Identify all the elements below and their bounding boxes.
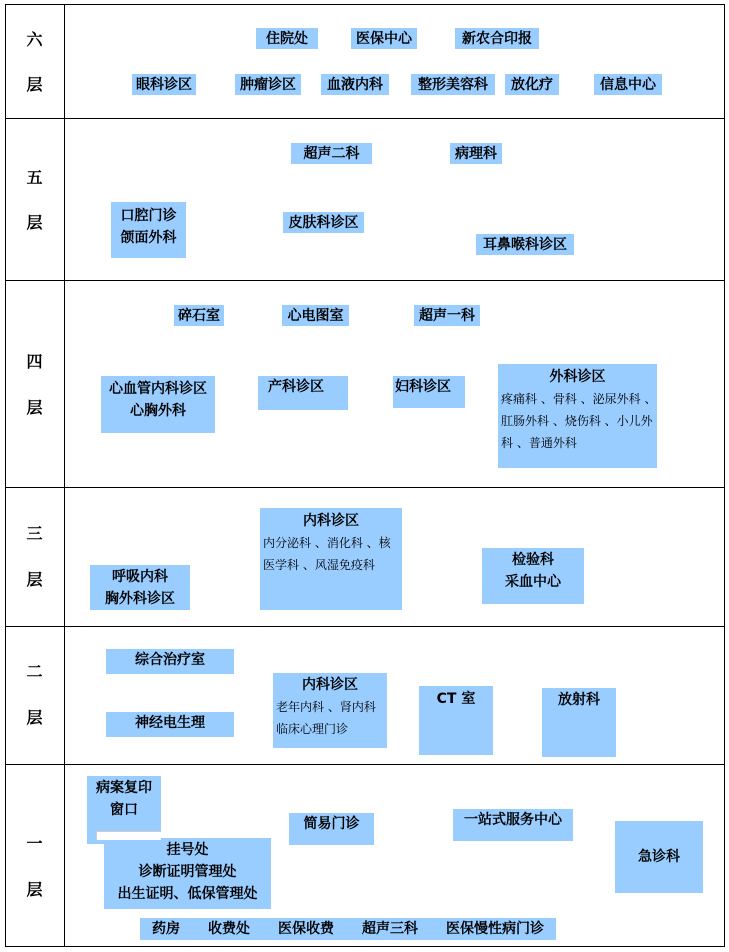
floor-5-char-2: 层 <box>26 213 43 232</box>
floor-5-char-1: 五 <box>26 168 43 187</box>
room-lithotripsy: 碎石室 <box>174 305 224 326</box>
room-comprehensive-treatment: 综合治疗室 <box>106 649 234 674</box>
room-gynecology: 妇科诊区 <box>393 376 465 408</box>
row-divider-4-3 <box>5 487 725 488</box>
room-pathology: 病理科 <box>450 143 502 164</box>
room-simple-clinic: 简易门诊 <box>289 813 374 845</box>
floor-2-char-1: 二 <box>26 662 43 681</box>
internal-2f-line-1: 老年内科 、肾内科 <box>276 700 376 714</box>
room-medical-insurance-center: 医保中心 <box>351 28 417 49</box>
row-divider-3-2 <box>5 626 725 627</box>
room-respiratory-thoracic <box>90 565 190 610</box>
room-ecg: 心电图室 <box>282 305 349 326</box>
room-plastic-surgery: 整形美容科 <box>411 74 495 95</box>
room-ophthalmology: 眼科诊区 <box>132 74 196 95</box>
room-hematology: 血液内科 <box>321 74 389 95</box>
room-ground-services-strip: 药房 收费处 医保收费 超声三科 医保慢性病门诊 <box>140 918 556 940</box>
row-divider-2-1 <box>5 764 725 765</box>
room-record-copy: 病案复印 <box>96 780 152 796</box>
surgery-zone-title: 外科诊区 <box>549 369 606 385</box>
room-thoracic-surgery: 胸外科诊区 <box>105 591 175 607</box>
room-lab: 检验科 <box>512 552 554 568</box>
surgery-zone-line-2: 肛肠外科 、烧伤科 、小儿外 <box>501 414 653 428</box>
internal-3f-title: 内科诊区 <box>303 513 359 529</box>
floor-3-char-2: 层 <box>26 570 43 589</box>
row-divider-5-4 <box>5 280 725 281</box>
internal-2f-line-2: 临床心理门诊 <box>276 722 349 736</box>
room-cardio-thoracic <box>101 376 215 433</box>
room-cardiology: 心血管内科诊区 <box>109 381 207 397</box>
room-laboratory <box>482 548 584 604</box>
room-window: 窗口 <box>110 802 138 818</box>
room-maxillofacial-surgery: 颌面外科 <box>120 230 177 246</box>
room-obstetrics: 产科诊区 <box>258 376 348 410</box>
surgery-zone-line-1: 疼痛科 、骨科 、泌尿外科 、 <box>501 392 657 406</box>
room-information-center: 信息中心 <box>594 74 662 95</box>
floor-1-char-1: 一 <box>26 834 43 853</box>
room-blood-collection: 采血中心 <box>505 574 561 590</box>
internal-2f-title: 内科诊区 <box>302 677 358 693</box>
internal-3f-line-2: 医学科 、风湿免疫科 <box>263 558 375 572</box>
floor-1-char-2: 层 <box>26 880 43 899</box>
room-neuro-electrophysiology: 神经电生理 <box>106 712 234 737</box>
room-radiochemotherapy: 放化疗 <box>505 74 559 95</box>
floor-6-char-1: 六 <box>26 30 43 49</box>
room-internal-medicine-3f <box>260 508 402 610</box>
room-registration: 挂号处 <box>166 842 209 858</box>
room-oncology: 肿瘤诊区 <box>235 74 301 95</box>
room-internal-medicine-2f <box>273 673 387 748</box>
room-rural-coop-reimbursement: 新农合印报 <box>455 28 539 49</box>
surgery-zone-line-3: 科 、普通外科 <box>501 436 577 450</box>
room-birth-lowincome: 出生证明、低保管理处 <box>117 886 258 902</box>
floor-4-char-1: 四 <box>26 352 43 371</box>
room-dental-maxillofacial <box>111 202 186 258</box>
room-dermatology: 皮肤科诊区 <box>283 212 364 233</box>
room-surgery-zone <box>498 364 657 468</box>
room-emergency: 急诊科 <box>615 821 703 893</box>
room-one-stop-service: 一站式服务中心 <box>453 809 573 841</box>
column-divider <box>64 4 65 947</box>
room-diagnosis-certificate: 诊断证明管理处 <box>138 864 237 880</box>
room-ct: CT 室 <box>419 686 493 755</box>
connector-notch <box>96 831 161 840</box>
room-ultrasound-1: 超声一科 <box>414 305 480 326</box>
room-inpatient-office: 住院处 <box>256 28 318 49</box>
floor-6-char-2: 层 <box>26 75 43 94</box>
floor-4-char-2: 层 <box>26 398 43 417</box>
room-respiratory: 呼吸内科 <box>112 569 168 585</box>
floor-3-char-1: 三 <box>26 524 43 543</box>
floor-2-char-2: 层 <box>26 708 43 727</box>
room-ultrasound-2: 超声二科 <box>291 143 372 164</box>
room-cardiothoracic-surgery: 心胸外科 <box>130 403 186 419</box>
room-dental-clinic: 口腔门诊 <box>120 208 177 224</box>
room-registration-certificates <box>104 838 271 909</box>
row-divider-6-5 <box>5 118 725 119</box>
internal-3f-line-1: 内分泌科 、消化科 、核 <box>263 536 391 550</box>
room-radiology: 放射科 <box>542 688 616 757</box>
room-ent: 耳鼻喉科诊区 <box>476 234 574 255</box>
